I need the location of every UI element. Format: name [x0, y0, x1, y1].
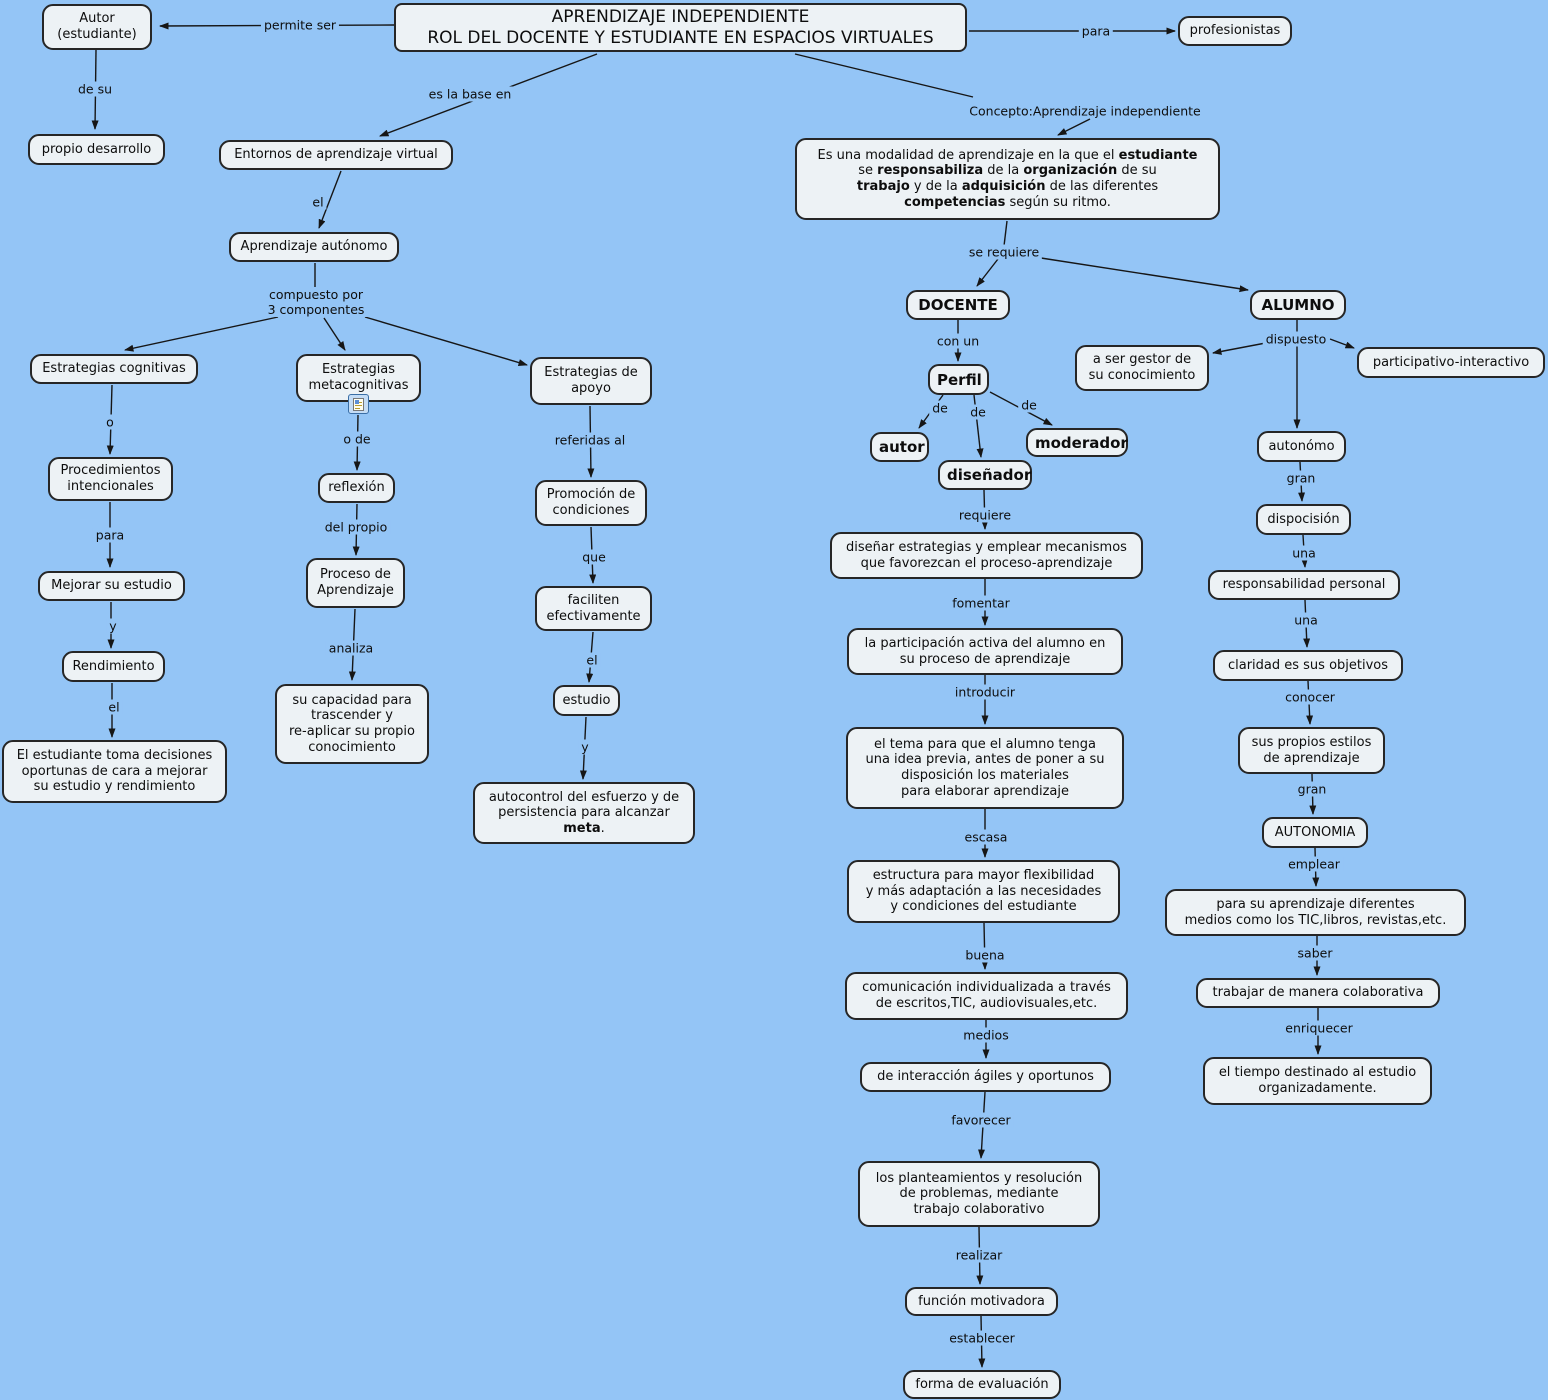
node-autocontrol-esfuerzo[interactable]: autocontrol del esfuerzo y de persistencia para alcanzar meta.	[473, 782, 695, 844]
node-estructura-flexibilidad[interactable]: estructura para mayor flexibilidad y más adaptación a las necesidades y condiciones del estudiante	[847, 860, 1120, 923]
link-label-de-1[interactable]: de	[929, 401, 951, 416]
node-alumno[interactable]: ALUMNO	[1250, 290, 1346, 320]
node-estudio[interactable]: estudio	[553, 685, 620, 716]
link-label-introducir[interactable]: introducir	[952, 685, 1018, 700]
node-forma-evaluacion[interactable]: forma de evaluación	[903, 1370, 1061, 1399]
link-label-de-3[interactable]: de	[1018, 398, 1040, 413]
node-reflexion[interactable]: reflexión	[318, 473, 395, 503]
node-entornos-virtuales[interactable]: Entornos de aprendizaje virtual	[219, 140, 453, 170]
node-estilos-aprendizaje[interactable]: sus propios estilos de aprendizaje	[1238, 727, 1385, 774]
link-label-el-estudio[interactable]: el	[583, 653, 600, 668]
link-label-el-decisiones[interactable]: el	[105, 700, 122, 715]
link-label-escasa[interactable]: escasa	[962, 830, 1011, 845]
link-label-gran-2[interactable]: gran	[1295, 782, 1330, 797]
link-label-para[interactable]: para	[1079, 24, 1113, 39]
link-label-favorecer[interactable]: favorecer	[948, 1113, 1013, 1128]
link-label-de-2[interactable]: de	[967, 405, 989, 420]
link-label-permite-ser[interactable]: permite ser	[261, 18, 339, 33]
link-label-conocer[interactable]: conocer	[1282, 690, 1338, 705]
link-label-establecer[interactable]: establecer	[946, 1331, 1018, 1346]
link-label-una-2[interactable]: una	[1291, 613, 1321, 628]
node-participacion-activa[interactable]: la participación activa del alumno en su proceso de aprendizaje	[847, 628, 1123, 675]
node-mejorar-estudio[interactable]: Mejorar su estudio	[38, 571, 185, 601]
node-disenar-estrategias[interactable]: diseñar estrategias y emplear mecanismos que favorezcan el proceso-aprendizaje	[830, 532, 1143, 579]
node-trabajo-colaborativo[interactable]: trabajar de manera colaborativa	[1196, 978, 1440, 1008]
node-tema-idea-previa[interactable]: el tema para que el alumno tenga una idea previa, antes de poner a su disposición los materiales para elaborar aprendizaje	[846, 727, 1124, 809]
link-label-enriquecer[interactable]: enriquecer	[1282, 1021, 1355, 1036]
link-label-del-propio[interactable]: del propio	[322, 520, 391, 535]
note-resource-icon[interactable]	[348, 394, 369, 414]
node-concepto-definicion[interactable]: Es una modalidad de aprendizaje en la que el estudiante se responsabiliza de la organización de su trabajo y de la adquisición de las diferentes competencias según su ritmo.	[795, 138, 1220, 220]
node-estrategias-apoyo[interactable]: Estrategias de apoyo	[530, 357, 652, 405]
node-perfil[interactable]: Perfil	[928, 364, 989, 395]
node-autonomo[interactable]: autonómo	[1257, 431, 1346, 462]
link-label-se-requiere[interactable]: se requiere	[966, 245, 1042, 260]
link-label-fomentar[interactable]: fomentar	[949, 596, 1013, 611]
link-label-medios[interactable]: medios	[960, 1028, 1011, 1043]
node-estrategias-cognitivas[interactable]: Estrategias cognitivas	[30, 354, 198, 384]
node-docente[interactable]: DOCENTE	[906, 290, 1010, 320]
node-aprendizaje-autonomo[interactable]: Aprendizaje autónomo	[229, 232, 399, 262]
node-autonomia[interactable]: AUTONOMIA	[1262, 817, 1368, 848]
node-rol-disenador[interactable]: diseñador	[938, 460, 1032, 490]
node-estrategias-metacognitivas[interactable]: Estrategias metacognitivas	[296, 354, 421, 402]
node-interaccion-agil[interactable]: de interacción ágiles y oportunos	[860, 1062, 1111, 1092]
link-label-que[interactable]: que	[579, 550, 609, 565]
link-label-requiere[interactable]: requiere	[956, 508, 1014, 523]
link-label-compuesto-por[interactable]: compuesto por 3 componentes	[265, 287, 368, 317]
link-label-y-1[interactable]: y	[106, 619, 119, 634]
link-label-realizar[interactable]: realizar	[953, 1248, 1006, 1263]
node-gestor-conocimiento[interactable]: a ser gestor de su conocimiento	[1075, 345, 1209, 391]
link-label-o-de[interactable]: o de	[340, 432, 373, 447]
node-autor-estudiante[interactable]: Autor (estudiante)	[42, 4, 152, 50]
link-label-el[interactable]: el	[309, 195, 326, 210]
link-label-buena[interactable]: buena	[962, 948, 1007, 963]
link-label-gran-1[interactable]: gran	[1284, 471, 1319, 486]
node-rol-moderador[interactable]: moderador	[1026, 428, 1128, 457]
node-tiempo-estudio[interactable]: el tiempo destinado al estudio organizadamente.	[1203, 1057, 1432, 1105]
node-comunicacion-individualizada[interactable]: comunicación individualizada a través de escritos,TIC, audiovisuales,etc.	[845, 972, 1128, 1020]
node-faciliten[interactable]: faciliten efectivamente	[535, 586, 652, 631]
node-rol-autor[interactable]: autor	[870, 432, 929, 462]
node-planteamientos-problemas[interactable]: los planteamientos y resolución de problemas, mediante trabajo colaborativo	[858, 1161, 1100, 1227]
link-label-para-mejorar[interactable]: para	[93, 528, 127, 543]
link-label-una-1[interactable]: una	[1289, 546, 1319, 561]
node-responsabilidad-personal[interactable]: responsabilidad personal	[1208, 570, 1400, 600]
node-medios-tic[interactable]: para su aprendizaje diferentes medios como los TIC,libros, revistas,etc.	[1165, 889, 1466, 936]
link-label-y-2[interactable]: y	[578, 740, 591, 755]
link-label-es-la-base-en[interactable]: es la base en	[426, 87, 515, 102]
node-funcion-motivadora[interactable]: función motivadora	[905, 1287, 1058, 1316]
link-label-con-un[interactable]: con un	[934, 334, 982, 349]
node-promocion-condiciones[interactable]: Promoción de condiciones	[535, 480, 647, 526]
node-main-title[interactable]: APRENDIZAJE INDEPENDIENTE ROL DEL DOCENTE Y ESTUDIANTE EN ESPACIOS VIRTUALES	[394, 3, 967, 52]
link-label-emplear[interactable]: emplear	[1285, 857, 1343, 872]
link-label-referidas-al[interactable]: referidas al	[552, 433, 628, 448]
node-rendimiento[interactable]: Rendimiento	[62, 651, 165, 682]
link-label-de-su[interactable]: de su	[75, 82, 115, 97]
node-decisiones-oportunas[interactable]: El estudiante toma decisiones oportunas de cara a mejorar su estudio y rendimiento	[2, 740, 227, 803]
node-disposicion[interactable]: dispocisión	[1256, 504, 1351, 535]
link-label-dispuesto[interactable]: dispuesto	[1263, 332, 1330, 347]
node-claridad-objetivos[interactable]: claridad es sus objetivos	[1213, 650, 1403, 681]
node-profesionistas[interactable]: profesionistas	[1178, 16, 1292, 46]
link-label-analiza[interactable]: analiza	[326, 641, 376, 656]
node-procedimientos[interactable]: Procedimientos intencionales	[48, 457, 173, 501]
node-capacidad-trascender[interactable]: su capacidad para trascender y re-aplicar su propio conocimiento	[275, 684, 429, 764]
node-participativo-interactivo[interactable]: participativo-interactivo	[1357, 347, 1545, 378]
link-label-o[interactable]: o	[103, 415, 117, 430]
node-proceso-aprendizaje[interactable]: Proceso de Aprendizaje	[306, 558, 405, 608]
link-label-saber[interactable]: saber	[1295, 946, 1336, 961]
node-propio-desarrollo[interactable]: propio desarrollo	[28, 134, 165, 165]
link-label-concepto[interactable]: Concepto:Aprendizaje independiente	[966, 104, 1203, 119]
